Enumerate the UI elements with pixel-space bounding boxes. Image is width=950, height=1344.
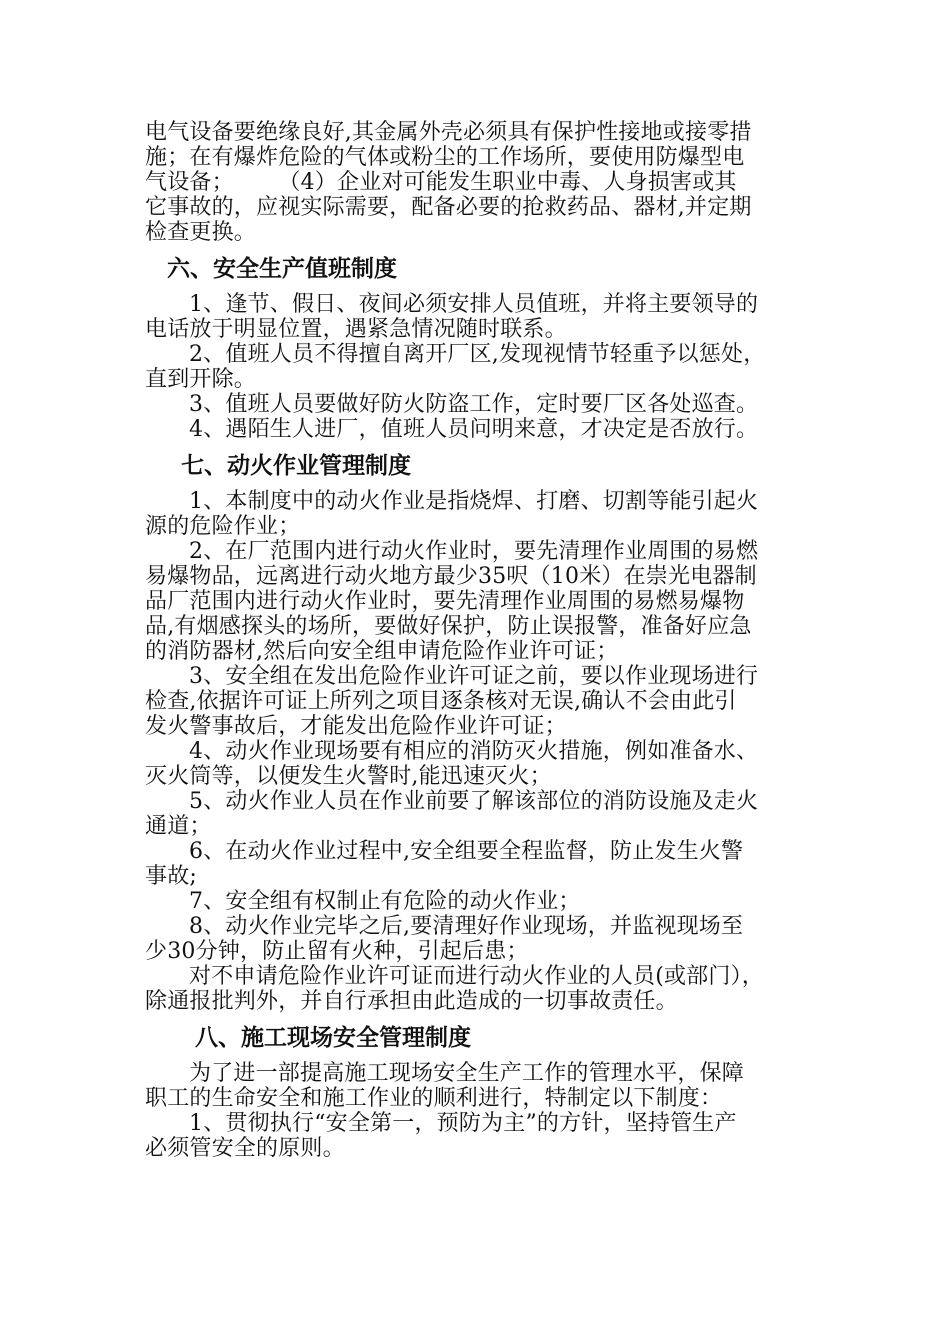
text-line: 品,有烟感探头的场所，要做好保护，防止误报警，准备好应急 bbox=[145, 614, 752, 639]
text-line: 检查更换。 bbox=[145, 220, 257, 245]
text-line: 易爆物品，远离进行动火地方最少35呎（10米）在崇光电器制 bbox=[145, 564, 757, 589]
text-line: 7、安全组有权制止有危险的动火作业； bbox=[189, 889, 581, 914]
text-line: 发火警事故后，才能发出危险作业许可证； bbox=[145, 714, 567, 739]
text-line: 1、本制度中的动火作业是指烧焊、打磨、切割等能引起火 bbox=[189, 489, 759, 514]
text-line: 2、值班人员不得擅自离开厂区,发现视情节轻重予以惩处， bbox=[189, 342, 766, 367]
text-line: 4、动火作业现场要有相应的消防灭火措施，例如准备水、 bbox=[189, 739, 759, 764]
text-line: 检查,依据许可证上所列之项目逐条核对无误,确认不会由此引 bbox=[145, 689, 737, 714]
text-line: 4、遇陌生人进厂，值班人员问明来意，才决定是否放行。 bbox=[189, 417, 759, 442]
document-body bbox=[145, 120, 805, 1161]
text-line: 的消防器材,然后向安全组申请危险作业许可证； bbox=[145, 639, 619, 664]
section-8-heading: 八、施工现场安全管理制度 bbox=[195, 1025, 471, 1051]
text-line: 5、动火作业人员在作业前要了解该部位的消防设施及走火 bbox=[189, 789, 759, 814]
text-line: 施；在有爆炸危险的气体或粉尘的工作场所，要使用防爆型电 bbox=[145, 145, 745, 170]
text-line: 6、在动火作业过程中,安全组要全程监督，防止发生火警 bbox=[189, 839, 744, 864]
text-line: 电话放于明显位置，遇紧急情况随时联系。 bbox=[145, 317, 567, 342]
text-line: 品厂范围内进行动火作业时，要先清理作业周围的易燃易爆物 bbox=[145, 589, 745, 614]
text-line: 少30分钟，防止留有火种，引起后患； bbox=[145, 939, 529, 964]
text-line: 3、值班人员要做好防火防盗工作，定时要厂区各处巡查。 bbox=[189, 392, 759, 417]
section-7-body bbox=[145, 489, 805, 1014]
text-line: 8、动火作业完毕之后,要清理好作业现场，并监视现场至 bbox=[189, 914, 744, 939]
text-line: 气设备； （4）企业对可能发生职业中毒、人身损害或其 bbox=[145, 170, 737, 195]
text-line: 直到开除。 bbox=[145, 367, 257, 392]
text-line: 事故; bbox=[145, 864, 198, 889]
text-line: 电气设备要绝缘良好,其金属外壳必须具有保护性接地或接零措 bbox=[145, 120, 752, 145]
section-8-body bbox=[145, 1061, 805, 1161]
intro-paragraph bbox=[145, 120, 805, 245]
text-line: 职工的生命安全和施工作业的顺利进行，特制定以下制度： bbox=[145, 1086, 723, 1111]
text-line: 通道； bbox=[145, 814, 212, 839]
section-7-heading: 七、动火作业管理制度 bbox=[181, 453, 411, 479]
text-line: 3、安全组在发出危险作业许可证之前，要以作业现场进行 bbox=[189, 664, 759, 689]
text-line: 必须管安全的原则。 bbox=[145, 1136, 345, 1161]
section-6-heading: 六、安全生产值班制度 bbox=[167, 256, 397, 282]
text-line: 对不申请危险作业许可证而进行动火作业的人员(或部门）， bbox=[189, 964, 764, 989]
text-line: 源的危险作业； bbox=[145, 514, 301, 539]
text-line: 为了进一部提高施工现场安全生产工作的管理水平，保障 bbox=[189, 1061, 745, 1086]
text-line: 1、逢节、假日、夜间必须安排人员值班，并将主要领导的 bbox=[189, 292, 759, 317]
text-line: 2、在厂范围内进行动火作业时，要先清理作业周围的易燃 bbox=[189, 539, 759, 564]
text-line: 它事故的，应视实际需要，配备必要的抢救药品、器材,并定期 bbox=[145, 195, 752, 220]
text-line: 1、贯彻执行“安全第一，预防为主”的方针，坚持管生产 bbox=[189, 1111, 737, 1136]
text-line: 灭火筒等，以便发生火警时,能迅速灭火； bbox=[145, 764, 552, 789]
section-6-body bbox=[145, 292, 805, 442]
text-line: 除通报批判外，并自行承担由此造成的一切事故责任。 bbox=[145, 989, 678, 1014]
